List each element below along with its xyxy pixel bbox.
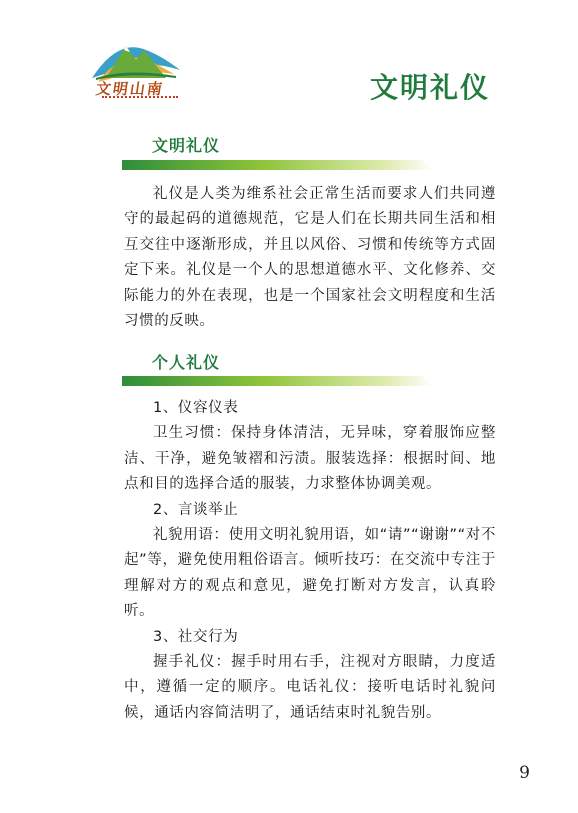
section-divider [122, 376, 434, 386]
page-title: 文明礼仪 [369, 71, 490, 104]
logo-subscript-ornament [102, 96, 178, 102]
paragraph: 握手礼仪：握手时用右手，注视对方眼睛，力度适中，遵循一定的顺序。电话礼仪：接听电话时礼貌问候，通话内容简洁明了，通话结束时礼貌告别。 [124, 654, 496, 721]
subheading-appearance: 1、仪容仪表 [153, 400, 239, 416]
section-divider [122, 160, 434, 170]
section-heading-personal-etiquette: 个人礼仪 [152, 353, 221, 372]
section-body-personal-etiquette [124, 396, 496, 726]
subheading-speech-manner: 2、言谈举止 [153, 501, 239, 518]
paragraph: 礼貌用语：使用文明礼貌用语，如“请”“谢谢”“对不起”等，避免使用粗俗语言。倾听技巧：在交流中专注于理解对方的观点和意见，避免打断对方发言，认真聆听。 [124, 527, 496, 620]
logo-text: 文明山南 [94, 80, 166, 98]
section-heading-etiquette: 文明礼仪 [152, 136, 221, 155]
page-number: 9 [519, 763, 530, 783]
section-body-etiquette [124, 182, 496, 334]
paragraph: 礼仪是人类为维系社会正常生活而要求人们共同遵守的最起码的道德规范，它是人们在长期共同生活和相互交往中逐渐形成，并且以风俗、习惯和传统等方式固定下来。礼仪是一个人的思想道德水平、文化修养、交际能力的外在表现，也是一个国家社会文明程度和生活习惯的反映。 [124, 186, 496, 330]
paragraph: 卫生习惯：保持身体清洁，无异味，穿着服饰应整洁、干净，避免皱褶和污渍。服装选择：根据时间、地点和目的选择合适的服装，力求整体协调美观。 [124, 425, 496, 493]
subheading-social-behavior: 3、社交行为 [153, 628, 239, 645]
